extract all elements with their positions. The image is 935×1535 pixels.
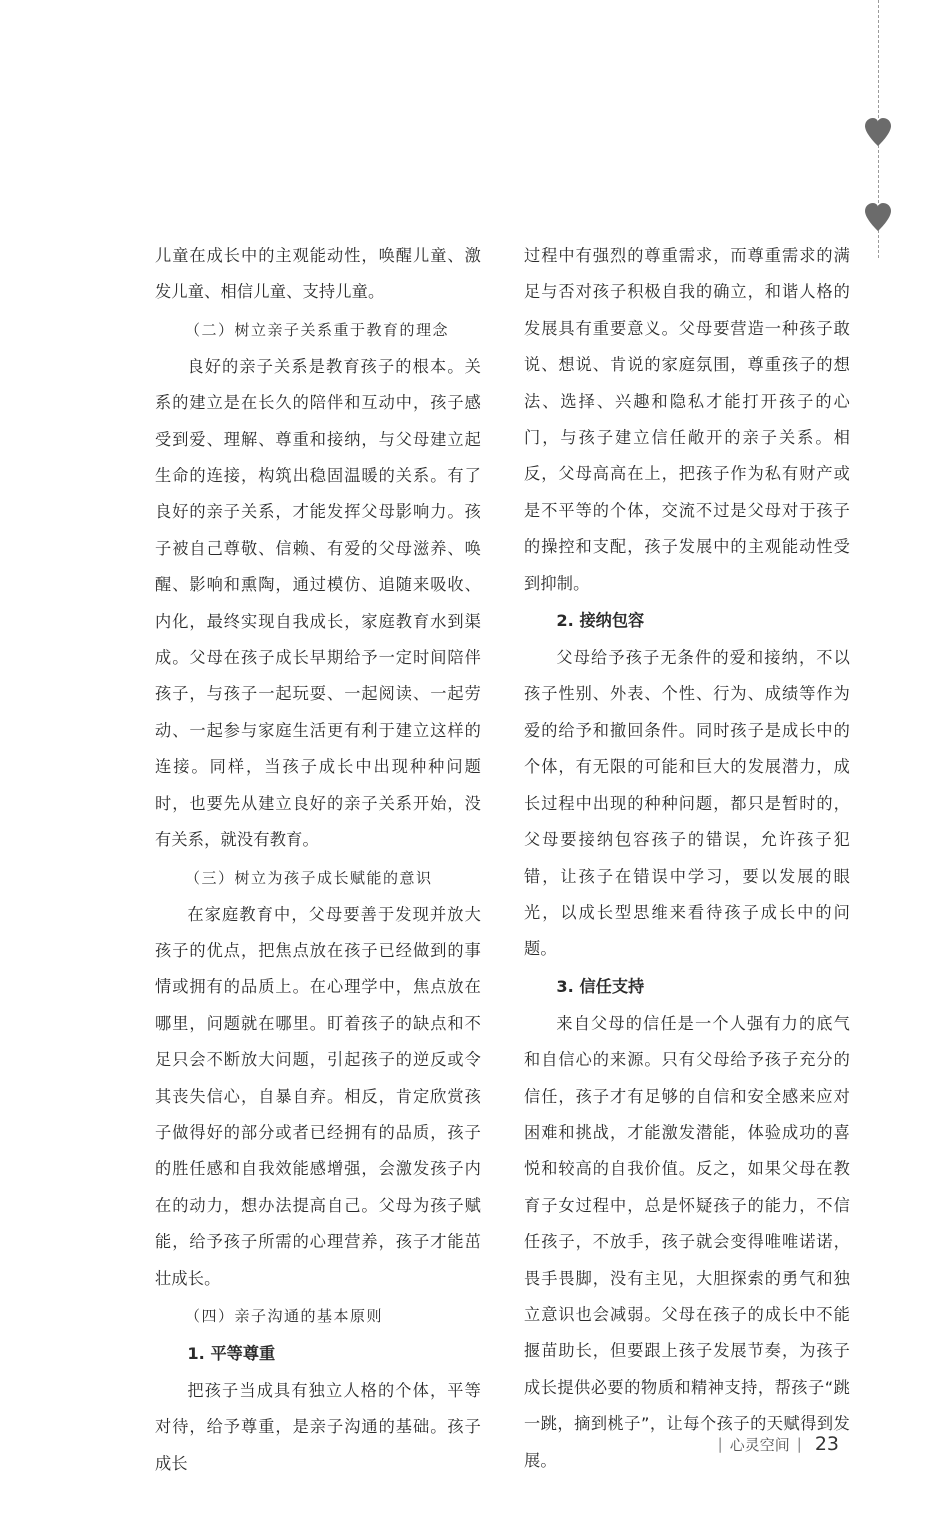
section-heading: （四）亲子沟通的基本原则 (185, 1306, 384, 1325)
divider: | (796, 1435, 802, 1453)
paragraph: 良好的亲子关系是教育孩子的根本。关系的建立是在长久的陪伴和互动中，孩子感受到爱、理解、尊重和接纳，与父母建立起生命的连接，构筑出稳固温暖的关系。有了良好的亲子关系，才能发挥父母影响力。孩子被自己尊敬、信赖、有爱的父母滋养、唤醒、影响和熏陶，通过模仿、追随来吸收、内化，最终实现自我成长，家庭教育水到渠成。父母在孩子成长早期给予一定时间陪伴孩子，与孩子一起玩耍、一起阅读、一起劳动、一起参与家庭生活更有利于建立这样的连接。同样，当孩子成长中出现种种问题时，也要先从建立良好的亲子关系开始，没有关系，就没有教育。 (155, 356, 481, 850)
paragraph: 来自父母的信任是一个人强有力的底气和自信心的来源。只有父母给予孩子充分的信任，孩子才有足够的自信和安全感来应对困难和挑战，才能激发潜能，体验成功的喜悦和较高的自我价值。反之，如果父母在教育子女过程中，总是怀疑孩子的能力，不信任孩子，不放手，孩子就会变得唯唯诺诺，畏手畏脚，没有主见，大胆探索的勇气和独立意识也会减弱。父母在孩子的成长中不能揠苗助长，但要跟上孩子发展节奏，为孩子成长提供必要的物质和精神支持，帮孩子“跳一跳，摘到桃子”，让每个孩子的天赋得到发展。 (524, 1013, 850, 1470)
section-heading: （二）树立亲子关系重于教育的理念 (185, 320, 450, 339)
right-column (524, 238, 850, 1479)
section-title: 心灵空间 (729, 1435, 790, 1454)
paragraph: 儿童在成长中的主观能动性，唤醒儿童、激发儿童、相信儿童、支持儿童。 (155, 246, 481, 302)
paragraph: 过程中有强烈的尊重需求，而尊重需求的满足与否对孩子积极自我的确立，和谐人格的发展具有重要意义。父母要营造一种孩子敢说、想说、肯说的家庭氛围，尊重孩子的想法、选择、兴趣和隐私才能打开孩子的心门，与孩子建立信任敞开的亲子关系。相反，父母高高在上，把孩子作为私有财产或是不平等的个体，交流不过是父母对于孩子的操控和支配，孩子发展中的主观能动性受到抑制。 (524, 246, 850, 593)
heart-icon (862, 116, 894, 148)
paragraph: 在家庭教育中，父母要善于发现并放大孩子的优点，把焦点放在孩子已经做到的事情或拥有的品质上。在心理学中，焦点放在哪里，问题就在哪里。盯着孩子的缺点和不足只会不断放大问题，引起孩子的逆反或令其丧失信心，自暴自弃。相反，肯定欣赏孩子做得好的部分或者已经拥有的品质，孩子的胜任感和自我效能感增强，会激发孩子内在的动力，想办法提高自己。父母为孩子赋能，给予孩子所需的心理营养，孩子才能茁壮成长。 (155, 904, 481, 1288)
paragraph: 父母给予孩子无条件的爱和接纳，不以孩子性别、外表、个性、行为、成绩等作为爱的给予和撤回条件。同时孩子是成长中的个体，有无限的可能和巨大的发展潜力，成长过程中出现的种种问题，都只是暂时的，父母要接纳包容孩子的错误，允许孩子犯错，让孩子在错误中学习，要以发展的眼光，以成长型思维来看待孩子成长中的问题。 (524, 648, 850, 959)
subsection-heading: 1. 平等尊重 (187, 1343, 276, 1363)
heart-icon (862, 201, 894, 233)
subsection-heading: 3. 信任支持 (556, 976, 645, 996)
subsection-heading: 2. 接纳包容 (556, 611, 645, 631)
page-footer (711, 1433, 839, 1455)
section-heading: （三）树立为孩子成长赋能的意识 (185, 868, 433, 887)
left-column (155, 238, 481, 1482)
page-number: 23 (814, 1433, 839, 1455)
paragraph: 把孩子当成具有独立人格的个体，平等对待，给予尊重，是亲子沟通的基础。孩子成长 (155, 1380, 481, 1473)
divider: | (717, 1435, 723, 1453)
